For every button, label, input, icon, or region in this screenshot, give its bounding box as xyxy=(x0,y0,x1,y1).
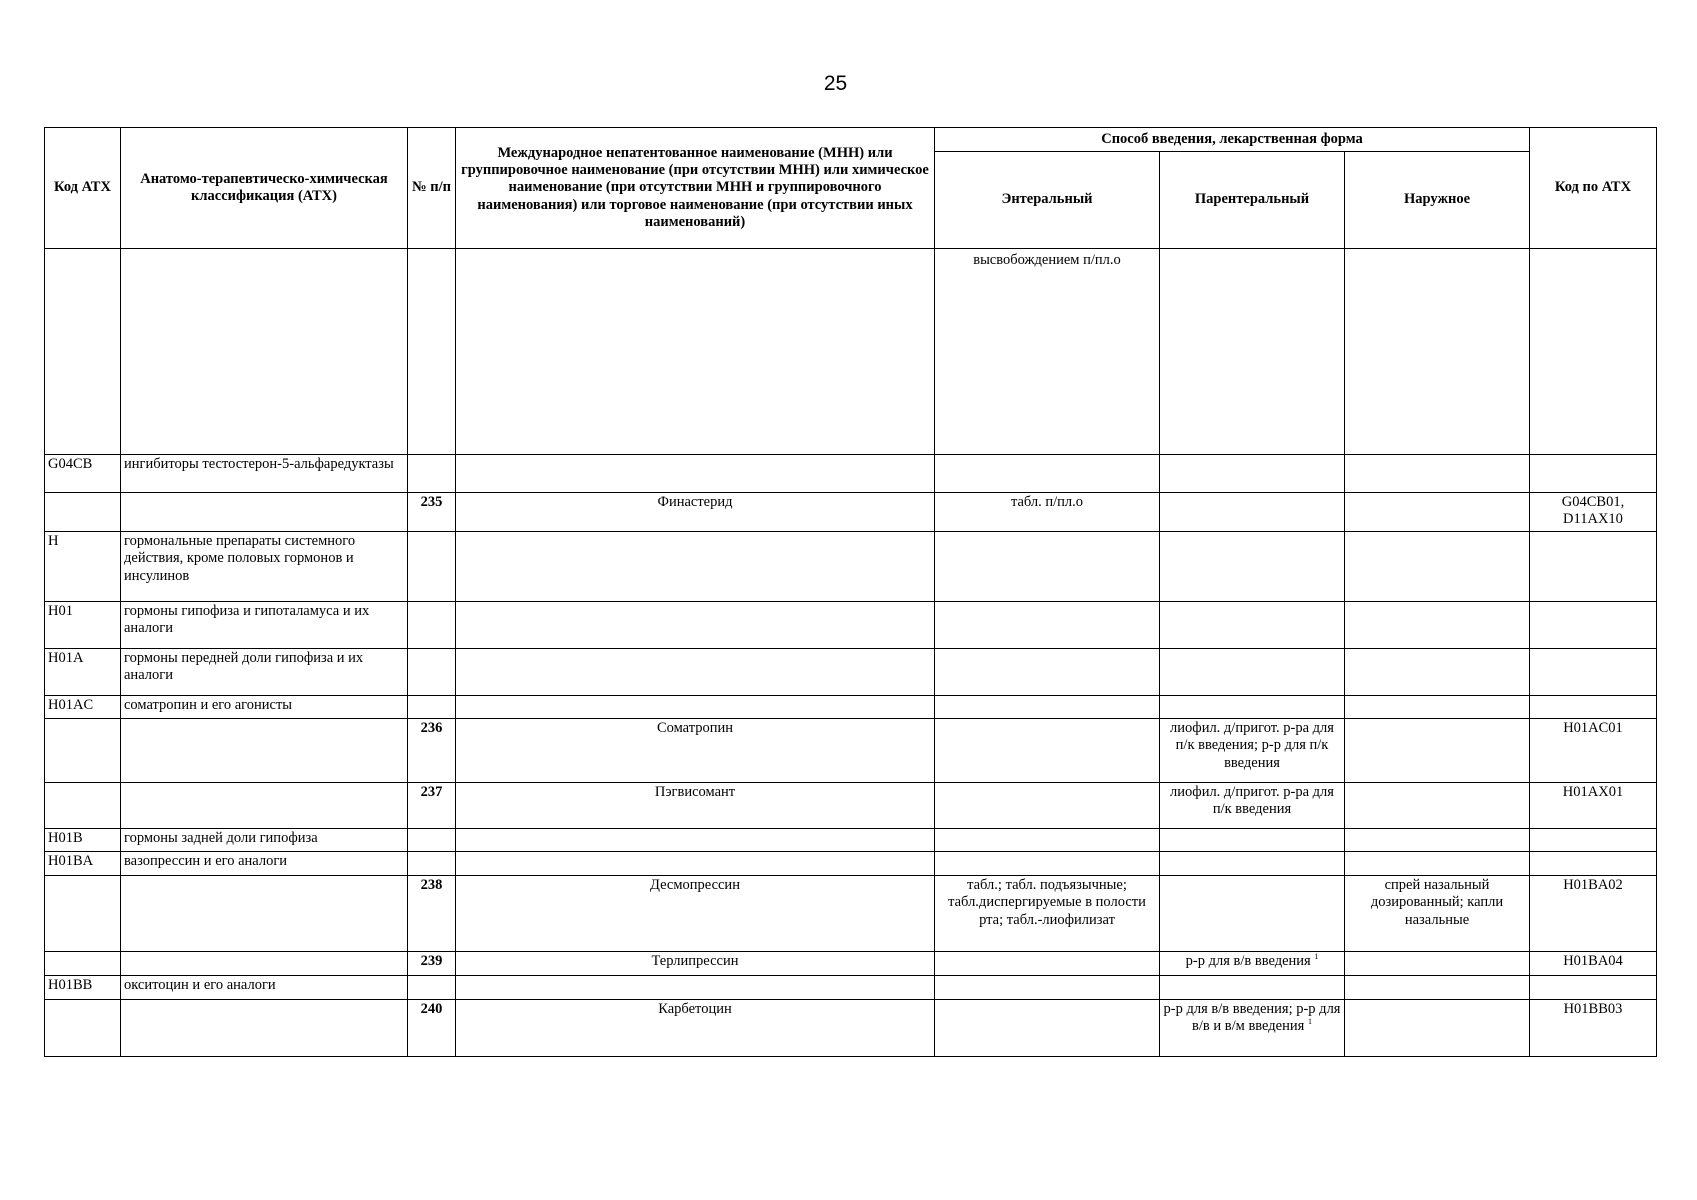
enteral-cell xyxy=(935,455,1160,493)
table-row xyxy=(45,783,1657,829)
atc-code-cell: H01B xyxy=(45,829,121,852)
classification-cell xyxy=(121,493,408,532)
parenteral-cell xyxy=(1160,976,1345,1000)
drug-name-cell: Пэгвисомант xyxy=(456,783,935,829)
atc-code-cell: H xyxy=(45,532,121,602)
external-cell xyxy=(1345,852,1530,876)
table-row xyxy=(45,719,1657,783)
header-external: Наружное xyxy=(1345,152,1530,249)
external-cell xyxy=(1345,719,1530,783)
classification-cell xyxy=(121,719,408,783)
parenteral-cell xyxy=(1160,532,1345,602)
header-parenteral: Парентеральный xyxy=(1160,152,1345,249)
number-cell xyxy=(408,249,456,455)
atc-code-cell: H01A xyxy=(45,649,121,696)
enteral-cell: табл.; табл. подъязычные; табл.диспергируемые в полости рта; табл.-лиофилизат xyxy=(935,876,1160,952)
atc-by-cell xyxy=(1530,829,1657,852)
number-cell xyxy=(408,976,456,1000)
atc-by-cell: H01BB03 xyxy=(1530,1000,1657,1057)
header-classification: Анатомо-терапевтическо-химическая классификация (АТХ) xyxy=(121,128,408,249)
atc-code-cell: H01BA xyxy=(45,852,121,876)
table-row xyxy=(45,249,1657,455)
drug-name-cell: Финастерид xyxy=(456,493,935,532)
atc-by-cell: H01BA04 xyxy=(1530,952,1657,976)
medicines-table xyxy=(44,127,1657,1057)
parenteral-cell xyxy=(1160,602,1345,649)
parenteral-cell xyxy=(1160,493,1345,532)
atc-code-cell xyxy=(45,719,121,783)
drug-name-cell xyxy=(456,976,935,1000)
number-cell: 235 xyxy=(408,493,456,532)
atc-code-cell xyxy=(45,952,121,976)
table-row xyxy=(45,1000,1657,1057)
footnote-marker: 1 xyxy=(1307,1017,1312,1027)
external-cell xyxy=(1345,783,1530,829)
atc-by-cell: H01AC01 xyxy=(1530,719,1657,783)
enteral-cell xyxy=(935,719,1160,783)
classification-cell xyxy=(121,783,408,829)
atc-by-cell xyxy=(1530,532,1657,602)
atc-code-cell xyxy=(45,876,121,952)
table-row xyxy=(45,696,1657,719)
external-cell xyxy=(1345,976,1530,1000)
enteral-cell xyxy=(935,1000,1160,1057)
drug-name-cell xyxy=(456,602,935,649)
atc-by-cell xyxy=(1530,602,1657,649)
external-cell xyxy=(1345,602,1530,649)
number-cell: 240 xyxy=(408,1000,456,1057)
drug-name-cell xyxy=(456,455,935,493)
classification-cell: окситоцин и его аналоги xyxy=(121,976,408,1000)
enteral-cell: табл. п/пл.о xyxy=(935,493,1160,532)
page-number: 25 xyxy=(823,72,848,95)
table-row xyxy=(45,649,1657,696)
enteral-cell xyxy=(935,649,1160,696)
atc-by-cell xyxy=(1530,249,1657,455)
atc-by-cell xyxy=(1530,852,1657,876)
table-row xyxy=(45,532,1657,602)
classification-cell: гормоны задней доли гипофиза xyxy=(121,829,408,852)
header-route-form: Способ введения, лекарственная форма xyxy=(935,128,1530,152)
external-cell: спрей назальный дозированный; капли назальные xyxy=(1345,876,1530,952)
header-mnn: Международное непатентованное наименование (МНН) или группировочное наименование (при отсутствии МНН) или химическое наименование (при отсутствии МНН и группировочного наименования) или торговое наименование (при отсутствии иных наименований) xyxy=(456,128,935,249)
number-cell: 238 xyxy=(408,876,456,952)
classification-cell: гормоны гипофиза и гипоталамуса и их аналоги xyxy=(121,602,408,649)
atc-code-cell: G04CB xyxy=(45,455,121,493)
drug-name-cell xyxy=(456,829,935,852)
classification-cell: вазопрессин и его аналоги xyxy=(121,852,408,876)
header-enteral: Энтеральный xyxy=(935,152,1160,249)
footnote-marker: 1 xyxy=(1314,952,1319,961)
parenteral-cell xyxy=(1160,1000,1345,1057)
classification-cell: ингибиторы тестостерон-5-альфаредуктазы xyxy=(121,455,408,493)
header-number: № п/п xyxy=(408,128,456,249)
classification-cell xyxy=(121,1000,408,1057)
parenteral-cell: лиофил. д/пригот. р-ра для п/к введения; р-р для п/к введения xyxy=(1160,719,1345,783)
table-row xyxy=(45,976,1657,1000)
atc-by-cell: H01BA02 xyxy=(1530,876,1657,952)
external-cell xyxy=(1345,649,1530,696)
table-row xyxy=(45,602,1657,649)
parenteral-text: р-р для в/в введения xyxy=(1185,953,1311,969)
table-row xyxy=(45,852,1657,876)
enteral-cell xyxy=(935,696,1160,719)
number-cell xyxy=(408,602,456,649)
number-cell: 239 xyxy=(408,952,456,976)
parenteral-cell xyxy=(1160,876,1345,952)
drug-name-cell: Терлипрессин xyxy=(456,952,935,976)
external-cell xyxy=(1345,952,1530,976)
number-cell xyxy=(408,852,456,876)
classification-cell xyxy=(121,952,408,976)
classification-cell: гормональные препараты системного действия, кроме половых гормонов и инсулинов xyxy=(121,532,408,602)
enteral-cell: высвобождением п/пл.о xyxy=(935,249,1160,455)
external-cell xyxy=(1345,493,1530,532)
parenteral-cell xyxy=(1160,696,1345,719)
atc-by-cell: G04CB01, D11AX10 xyxy=(1530,493,1657,532)
classification-cell xyxy=(121,876,408,952)
drug-name-cell: Десмопрессин xyxy=(456,876,935,952)
parenteral-cell xyxy=(1160,649,1345,696)
header-atc-by: Код по АТХ xyxy=(1530,128,1657,249)
atc-code-cell xyxy=(45,783,121,829)
drug-name-cell: Карбетоцин xyxy=(456,1000,935,1057)
table-row xyxy=(45,455,1657,493)
external-cell xyxy=(1345,829,1530,852)
external-cell xyxy=(1345,249,1530,455)
enteral-cell xyxy=(935,976,1160,1000)
atc-code-cell xyxy=(45,249,121,455)
drug-name-cell xyxy=(456,249,935,455)
drug-name-cell xyxy=(456,532,935,602)
parenteral-cell xyxy=(1160,952,1345,976)
external-cell xyxy=(1345,532,1530,602)
external-cell xyxy=(1345,696,1530,719)
number-cell: 236 xyxy=(408,719,456,783)
number-cell xyxy=(408,649,456,696)
atc-code-cell: H01BB xyxy=(45,976,121,1000)
parenteral-cell xyxy=(1160,829,1345,852)
drug-name-cell: Соматропин xyxy=(456,719,935,783)
atc-by-cell xyxy=(1530,455,1657,493)
table-row xyxy=(45,493,1657,532)
enteral-cell xyxy=(935,532,1160,602)
atc-code-cell xyxy=(45,493,121,532)
atc-code-cell xyxy=(45,1000,121,1057)
atc-by-cell: H01AX01 xyxy=(1530,783,1657,829)
number-cell xyxy=(408,696,456,719)
enteral-cell xyxy=(935,852,1160,876)
number-cell xyxy=(408,455,456,493)
enteral-cell xyxy=(935,952,1160,976)
number-cell: 237 xyxy=(408,783,456,829)
atc-code-cell: H01 xyxy=(45,602,121,649)
classification-cell: гормоны передней доли гипофиза и их аналоги xyxy=(121,649,408,696)
enteral-cell xyxy=(935,783,1160,829)
parenteral-text: р-р для в/в введения; р-р для в/в и в/м введения xyxy=(1163,1001,1341,1035)
drug-name-cell xyxy=(456,852,935,876)
parenteral-cell: лиофил. д/пригот. р-ра для п/к введения xyxy=(1160,783,1345,829)
atc-code-cell: H01AC xyxy=(45,696,121,719)
parenteral-cell xyxy=(1160,852,1345,876)
external-cell xyxy=(1345,1000,1530,1057)
external-cell xyxy=(1345,455,1530,493)
table-row xyxy=(45,952,1657,976)
parenteral-cell xyxy=(1160,249,1345,455)
drug-name-cell xyxy=(456,649,935,696)
enteral-cell xyxy=(935,829,1160,852)
table-row xyxy=(45,876,1657,952)
parenteral-cell xyxy=(1160,455,1345,493)
enteral-cell xyxy=(935,602,1160,649)
number-cell xyxy=(408,829,456,852)
table-row xyxy=(45,829,1657,852)
atc-by-cell xyxy=(1530,649,1657,696)
atc-by-cell xyxy=(1530,976,1657,1000)
header-atc-code: Код АТХ xyxy=(45,128,121,249)
classification-cell: соматропин и его агонисты xyxy=(121,696,408,719)
number-cell xyxy=(408,532,456,602)
drug-name-cell xyxy=(456,696,935,719)
classification-cell xyxy=(121,249,408,455)
atc-by-cell xyxy=(1530,696,1657,719)
